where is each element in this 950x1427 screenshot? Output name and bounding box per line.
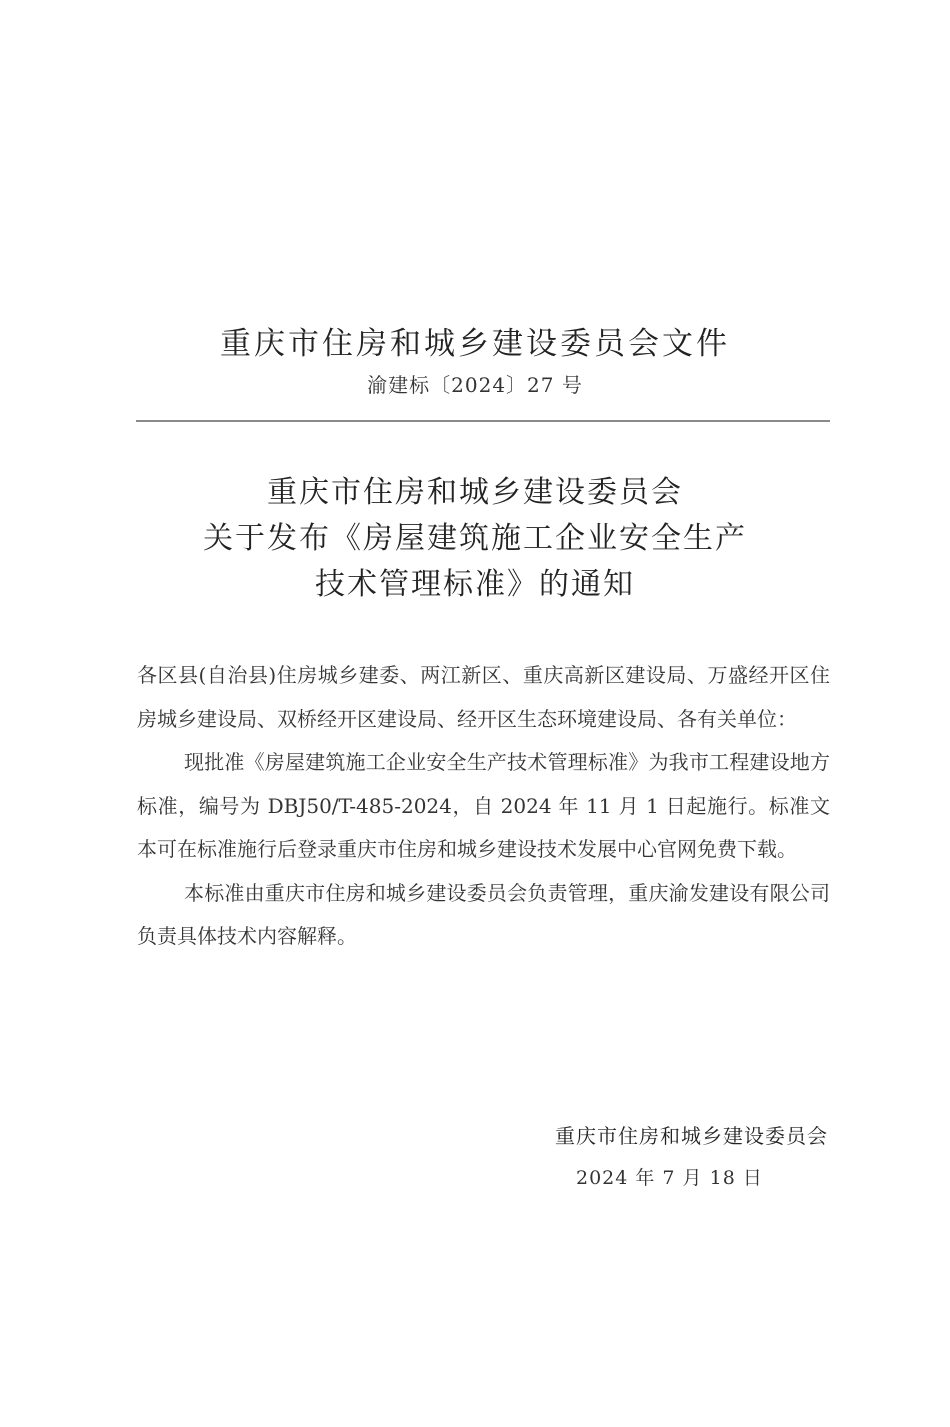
notice-title-line: 技术管理标准》的通知 [315,567,635,602]
document-number: 渝建标〔2024〕27 号 [367,373,583,397]
notice-title-line: 重庆市住房和城乡建设委员会 [267,475,683,510]
body-paragraph: 本标准由重庆市住房和城乡建设委员会负责管理，重庆渝发建设有限公司负责具体技术内容解释。 [137,880,830,948]
notice-title-line: 关于发布《房屋建筑施工企业安全生产 [203,521,747,556]
notice-title [0,470,950,608]
notice-body [137,654,830,959]
header-divider [136,420,830,422]
document-header-title: 重庆市住房和城乡建设委员会文件 [220,326,730,362]
issue-date: 2024 年 7 月 18 日 [576,1167,763,1189]
recipients: 各区县(自治县)住房城乡建委、两江新区、重庆高新区建设局、万盛经开区住房城乡建设局、双桥经开区建设局、经开区生态环境建设局、各有关单位： [137,663,830,731]
body-paragraph: 现批准《房屋建筑施工企业安全生产技术管理标准》为我市工程建设地方标准，编号为 DBJ50/T-485-2024，自 2024 年 11 月 1 日起施行。标准文本可在标准施行后登录重庆市住房和城乡建设技术发展中心官网免费下载。 [137,750,830,861]
issuer-signature: 重庆市住房和城乡建设委员会 [555,1124,828,1148]
